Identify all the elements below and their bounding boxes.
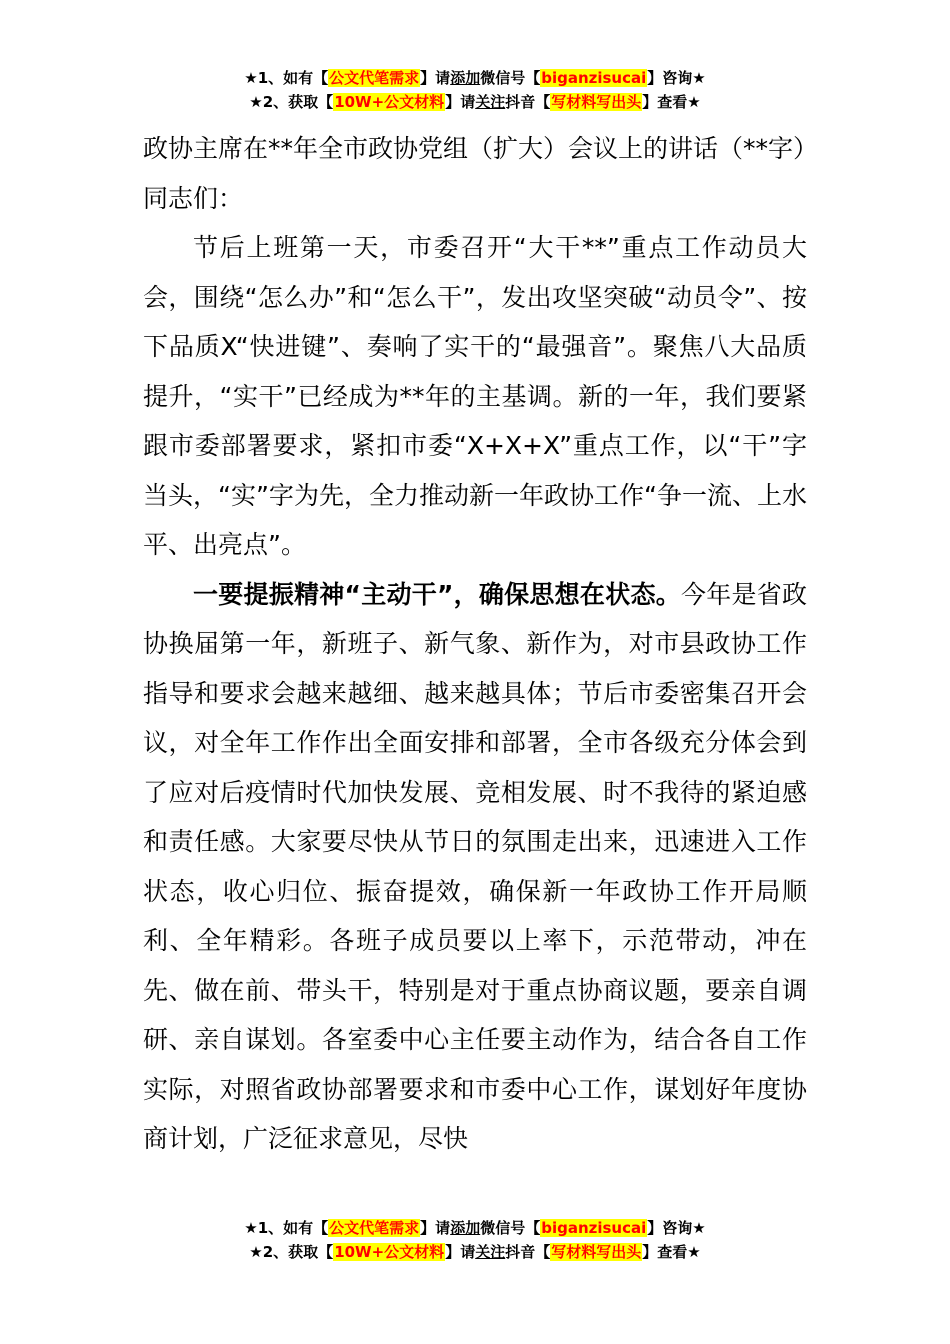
highlight-wechat-id: biganzisucai — [541, 69, 647, 87]
paragraph-1: 节后上班第一天，市委召开“大干**”重点工作动员大会，围绕“怎么办”和“怎么干”，发出攻坚突破“动员令”、按下品质X“快进键”、奏响了实干的“最强音”。聚焦八大品质提升，“实干”已经成为**年的主基调。新的一年，我们要紧跟市委部署要求，紧扣市委“X+X+X”重点工作，以“干”字当头，“实”字为先，全力推动新一年政协工作“争一流、上水平、出亮点”。 — [143, 233, 807, 559]
highlight-service: 公文代笔需求 — [329, 69, 420, 87]
salutation: 同志们： — [143, 183, 244, 213]
highlight-service: 公文代笔需求 — [329, 1219, 420, 1237]
paragraph-2-heading: 一要提振精神“主动干”，确保思想在状态。 — [193, 579, 681, 609]
document-body — [143, 124, 819, 1164]
highlight-materials: 10W+公文材料 — [334, 1243, 445, 1261]
paragraph-2 — [143, 570, 807, 1164]
paragraph-2-body: 今年是省政协换届第一年，新班子、新气象、新作为，对市县政协工作指导和要求会越来越细、越来越具体；节后市委密集召开会议，对全年工作作出全面安排和部署，全市各级充分体会到了应对后疫情时代加快发展、竞相发展、时不我待的紧迫感和责任感。大家要尽快从节日的氛围走出来，迅速进入工作状态，收心归位、振奋提效，确保新一年政协工作开局顺利、全年精彩。各班子成员要以上率下，示范带动，冲在先、做在前、带头干，特别是对于重点协商议题，要亲自调研、亲自谋划。各室委中心主任要主动作为，结合各自工作实际，对照省政协部署要求和市委中心工作，谋划好年度协商计划，广泛征求意见，尽快 — [143, 579, 807, 1153]
banner-line-2: ★2、获取【10W+公文材料】请关注抖音【写材料写出头】查看★ — [249, 93, 701, 111]
document-title: 政协主席在**年全市政协党组（扩大）会议上的讲话（**字） — [143, 134, 819, 163]
highlight-douyin-id: 写材料写出头 — [551, 1243, 642, 1261]
banner-line-1: ★1、如有【公文代笔需求】请添加微信号【biganzisucai】咨询★ — [244, 69, 706, 87]
bottom-banner — [0, 1216, 950, 1264]
banner-line-2: ★2、获取【10W+公文材料】请关注抖音【写材料写出头】查看★ — [249, 1243, 701, 1261]
highlight-wechat-id: biganzisucai — [541, 1219, 647, 1237]
highlight-materials: 10W+公文材料 — [334, 93, 445, 111]
highlight-douyin-id: 写材料写出头 — [551, 93, 642, 111]
banner-line-1: ★1、如有【公文代笔需求】请添加微信号【biganzisucai】咨询★ — [244, 1219, 706, 1237]
top-banner — [0, 66, 950, 114]
